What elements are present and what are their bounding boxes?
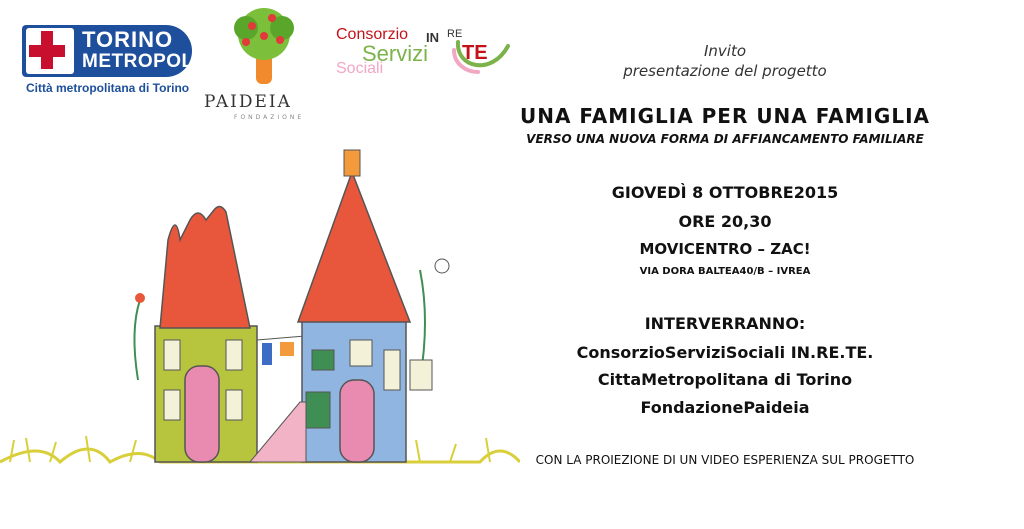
tree-icon: [200, 6, 330, 96]
sociali-text: Sociali: [336, 60, 384, 77]
paideia-subtitle: FONDAZIONE: [234, 114, 305, 121]
metropoli-text: METROPOLI: [82, 51, 200, 72]
speaker-item: CittaMetropolitana di Torino: [597, 370, 853, 389]
torino-text: TORINO: [82, 27, 174, 52]
event-address: VIA DORA BALTEA40/B – IVREA: [639, 266, 811, 277]
re-text: RE: [447, 28, 463, 40]
speaker-item: FondazionePaideia: [640, 398, 810, 417]
speaker-item: ConsorzioServiziSociali IN.RE.TE.: [576, 343, 874, 362]
houses-illustration: [0, 140, 520, 529]
torino-metropoli-logo: [22, 22, 198, 100]
event-time: ORE 20,30: [678, 212, 772, 231]
te-text: TE: [462, 42, 488, 64]
paideia-name: PAIDEIA: [204, 92, 292, 112]
event-venue: MOVICENTRO – ZAC!: [639, 240, 811, 258]
speakers-heading: INTERVERRANNO:: [644, 314, 806, 333]
servizi-text: Servizi: [362, 41, 429, 66]
consorzio-logo: [334, 26, 514, 86]
in-text: IN: [426, 30, 439, 45]
event-title: UNA FAMIGLIA PER UNA FAMIGLIA: [519, 104, 931, 128]
torino-badge: [22, 25, 200, 77]
event-subtitle: VERSO UNA NUOVA FORMA DI AFFIANCAMENTO FAMILIARE: [526, 132, 924, 146]
paideia-logo: [200, 6, 330, 124]
swoosh-icon: [452, 32, 514, 82]
video-note: CON LA PROIEZIONE DI UN VIDEO ESPERIENZA SUL PROGETTO: [535, 453, 915, 467]
torino-caption: Città metropolitana di Torino: [26, 81, 190, 95]
consorzio-text: Consorzio: [336, 26, 409, 43]
presentation-label: presentazione del progetto: [623, 62, 827, 80]
event-date: GIOVEDÌ 8 OTTOBRE2015: [611, 183, 839, 202]
invito-label: Invito: [703, 42, 747, 60]
